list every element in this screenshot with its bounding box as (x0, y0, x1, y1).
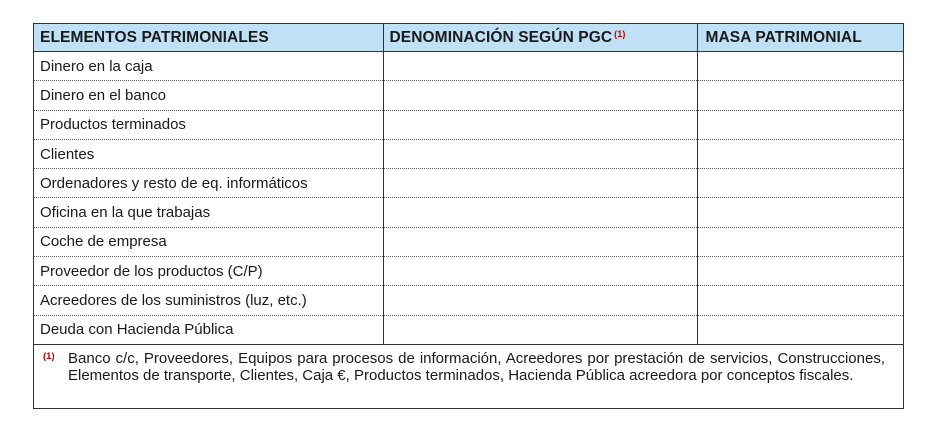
header-row (34, 24, 903, 52)
cell-masa (697, 139, 903, 168)
table-row (34, 286, 903, 315)
cell-masa (697, 315, 903, 344)
cell-elemento: Ordenadores y resto de eq. informáticos (34, 169, 383, 198)
cell-elemento: Clientes (34, 139, 383, 168)
table-row (34, 110, 903, 139)
table-row (34, 227, 903, 256)
cell-elemento: Acreedores de los suministros (luz, etc.) (34, 286, 383, 315)
table-body (34, 52, 903, 345)
table-row (34, 81, 903, 110)
header-denominacion-label: DENOMINACIÓN SEGÚN PGC (389, 28, 613, 46)
cell-denominacion (383, 227, 697, 256)
cell-elemento: Proveedor de los productos (C/P) (34, 257, 383, 286)
cell-masa (697, 257, 903, 286)
table-row (34, 257, 903, 286)
assets-table (33, 23, 904, 409)
cell-elemento: Oficina en la que trabajas (34, 198, 383, 227)
cell-elemento: Dinero en el banco (34, 81, 383, 110)
table-row (34, 169, 903, 198)
header-elementos-label: ELEMENTOS PATRIMONIALES (40, 28, 269, 46)
header-elementos (34, 24, 383, 52)
header-denominacion (383, 24, 697, 52)
cell-denominacion (383, 169, 697, 198)
cell-denominacion (383, 257, 697, 286)
cell-elemento: Deuda con Hacienda Pública (34, 315, 383, 344)
cell-denominacion (383, 315, 697, 344)
footnote-ref: (1) (614, 28, 626, 39)
table-row (34, 52, 903, 81)
cell-denominacion (383, 81, 697, 110)
cell-elemento: Dinero en la caja (34, 52, 383, 81)
cell-denominacion (383, 52, 697, 81)
cell-denominacion (383, 286, 697, 315)
cell-denominacion (383, 110, 697, 139)
table-row (34, 315, 903, 344)
cell-denominacion (383, 198, 697, 227)
cell-denominacion (383, 139, 697, 168)
cell-elemento: Coche de empresa (34, 227, 383, 256)
table (34, 24, 903, 345)
cell-masa (697, 286, 903, 315)
cell-masa (697, 198, 903, 227)
header-masa (697, 24, 903, 52)
cell-masa (697, 52, 903, 81)
footnote (34, 345, 903, 385)
cell-masa (697, 169, 903, 198)
cell-masa (697, 81, 903, 110)
header-masa-label: MASA PATRIMONIAL (705, 28, 862, 46)
cell-elemento: Productos terminados (34, 110, 383, 139)
table-row (34, 198, 903, 227)
footnote-text: Banco c/c, Proveedores, Equipos para procesos de información, Acreedores por prestación de servicios, Construcciones, Elementos de transporte, Clientes, Caja €, Productos terminados, Hacienda Pública acreedora por conceptos fiscales. (68, 349, 885, 385)
cell-masa (697, 110, 903, 139)
footnote-marker: (1) (43, 350, 55, 362)
cell-masa (697, 227, 903, 256)
table-row (34, 139, 903, 168)
